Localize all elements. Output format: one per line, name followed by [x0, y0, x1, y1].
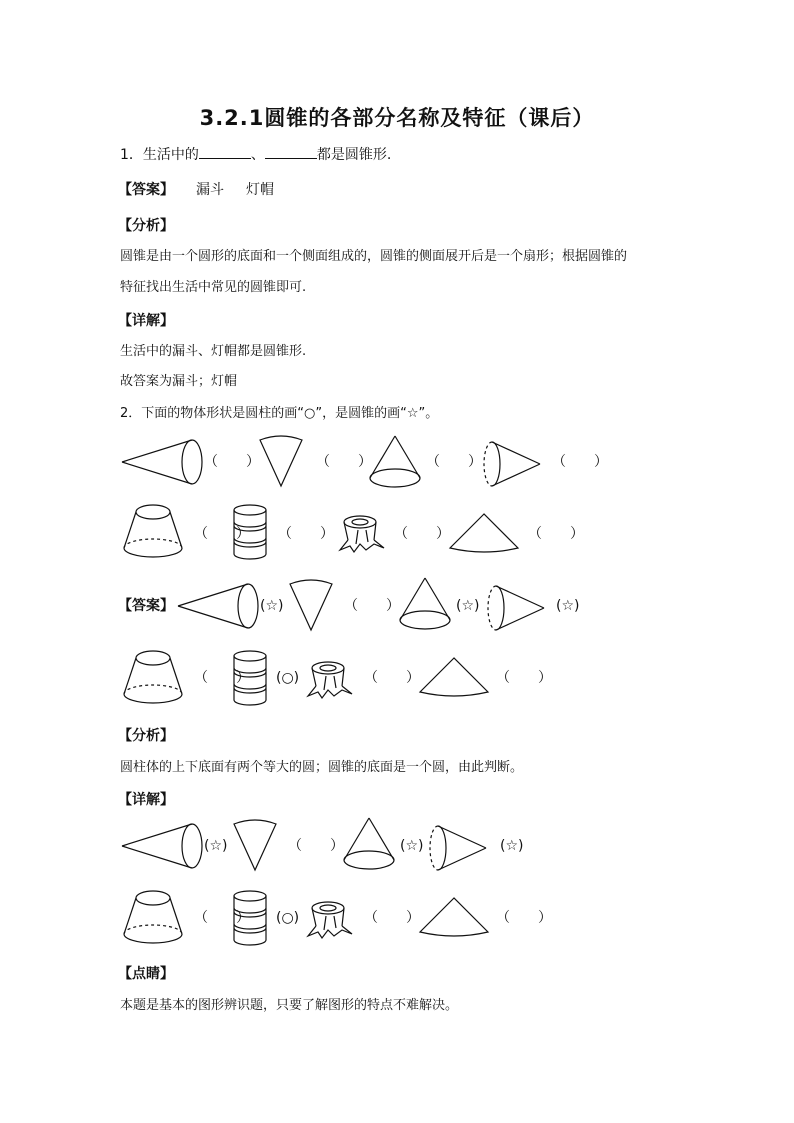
- paren-ans-b1: （ ）: [194, 670, 250, 686]
- paren-ans-a1: (☆): [260, 598, 284, 614]
- q2-analysis-text: 圆柱体的上下底面有两个等大的圆；圆锥的底面是一个圆，由此判断。: [120, 760, 524, 775]
- tree-stump-icon: [304, 660, 356, 700]
- paren-ans-a2: （ ）: [344, 598, 400, 614]
- paren-ans-b2: (○): [276, 670, 300, 686]
- paren-ans-b4: （ ）: [496, 670, 552, 686]
- q2-comment-text: 本题是基本的图形辨识题，只要了解图形的特点不难解决。: [120, 998, 459, 1013]
- cone-lying-icon: [120, 436, 204, 488]
- cone-lying-icon: [120, 820, 204, 872]
- paren-b4: （ ）: [528, 526, 584, 542]
- fan-sector-icon: [418, 656, 490, 698]
- q1-sep: 、: [250, 147, 265, 163]
- cone-right-icon: [486, 584, 546, 634]
- frustum-icon: [120, 888, 186, 948]
- paren-det-b3: （ ）: [364, 910, 420, 926]
- fan-sector-icon: [448, 512, 520, 554]
- paren-ans-b3: （ ）: [364, 670, 420, 686]
- paren-det-a1: (☆): [204, 838, 228, 854]
- cone-upright-icon: [342, 816, 396, 872]
- sector-icon: [288, 578, 334, 632]
- cone-right-icon: [428, 824, 488, 874]
- q1-detail-line-2: 故答案为漏斗；灯帽: [120, 374, 238, 389]
- paren-a2: （ ）: [316, 454, 372, 470]
- paren-det-a3: (☆): [400, 838, 424, 854]
- q1-analysis-label: 【分析】: [118, 218, 174, 234]
- frustum-icon: [120, 648, 186, 708]
- q2-detail-label: 【详解】: [118, 792, 174, 808]
- cone-upright-icon: [398, 576, 452, 632]
- q1-suffix: 都是圆锥形.: [316, 147, 392, 163]
- paren-b3: （ ）: [394, 526, 450, 542]
- can-icon: [230, 890, 270, 948]
- paren-a3: （ ）: [426, 454, 482, 470]
- can-icon: [230, 650, 270, 708]
- blank-2: [265, 144, 317, 159]
- page-title: 3.2.1圆锥的各部分名称及特征（课后）: [199, 106, 595, 130]
- q1-answer-2: 灯帽: [246, 182, 274, 198]
- fan-sector-icon: [418, 896, 490, 938]
- q1-answer-1: 漏斗: [196, 182, 224, 198]
- paren-ans-a3: (☆): [456, 598, 480, 614]
- blank-1: [199, 144, 251, 159]
- q2-answer-label: 【答案】: [118, 598, 174, 614]
- tree-stump-icon: [304, 900, 356, 940]
- q1-analysis-line-2: 特征找出生活中常见的圆锥即可.: [120, 280, 307, 295]
- q1-detail-line-1: 生活中的漏斗、灯帽都是圆锥形.: [120, 344, 307, 359]
- can-icon: [230, 504, 270, 562]
- tree-stump-icon: [336, 514, 388, 554]
- paren-det-b1: （ ）: [194, 910, 250, 926]
- paren-det-b4: （ ）: [496, 910, 552, 926]
- paren-a4: （ ）: [552, 454, 608, 470]
- paren-det-a2: （ ）: [288, 838, 344, 854]
- question-1: [120, 144, 391, 165]
- sector-icon: [232, 818, 278, 872]
- q2-analysis-label: 【分析】: [118, 728, 174, 744]
- sector-icon: [258, 434, 304, 488]
- q1-answer-label: 【答案】: [118, 182, 174, 198]
- paren-det-b2: (○): [276, 910, 300, 926]
- cone-upright-icon: [368, 434, 422, 490]
- q1-detail-label: 【详解】: [118, 313, 174, 329]
- cone-lying-icon: [176, 580, 260, 632]
- q1-prefix: 1．生活中的: [120, 147, 199, 163]
- paren-det-a4: (☆): [500, 838, 524, 854]
- q1-analysis-line-1: 圆锥是由一个圆形的底面和一个侧面组成的，圆锥的侧面展开后是一个扇形；根据圆锥的: [120, 249, 628, 264]
- paren-ans-a4: (☆): [556, 598, 580, 614]
- paren-b1: （ ）: [194, 526, 250, 542]
- cone-right-icon: [482, 440, 542, 490]
- paren-b2: （ ）: [278, 526, 334, 542]
- q2-comment-label: 【点睛】: [118, 966, 174, 982]
- frustum-icon: [120, 502, 186, 562]
- question-2: 2．下面的物体形状是圆柱的画“○”，是圆锥的画“☆”。: [120, 406, 439, 421]
- paren-a1: （ ）: [204, 454, 260, 470]
